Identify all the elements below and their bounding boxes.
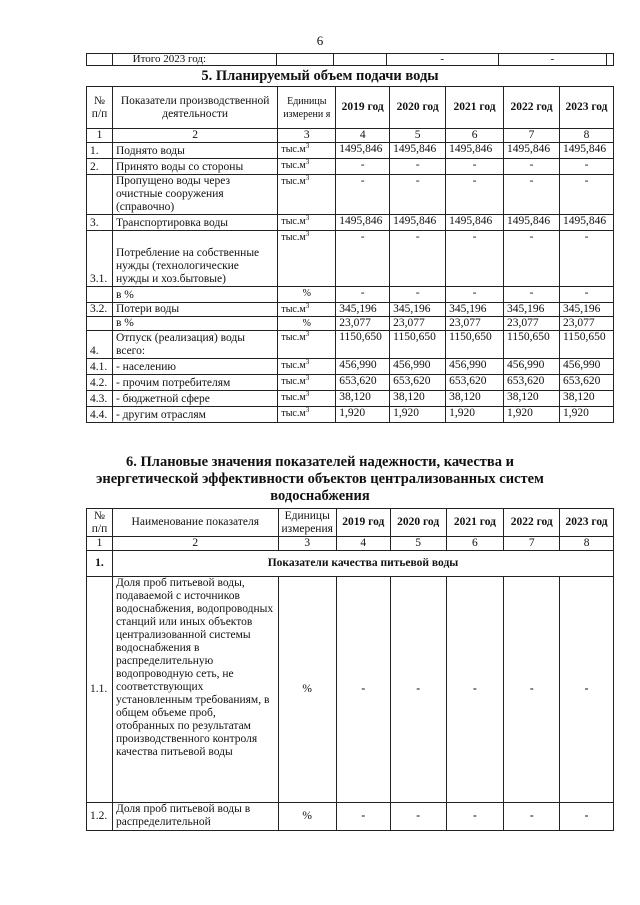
row-name: Пропущено воды через очистные сооружения (справочно)	[112, 175, 277, 215]
row-value: 653,620	[559, 375, 613, 391]
row-value: -	[504, 159, 560, 175]
unit-superscript: 3	[305, 330, 310, 338]
row-value: 456,990	[559, 359, 613, 375]
row-value: 345,196	[504, 303, 560, 317]
row-value: -	[336, 175, 390, 215]
row-value: 1,920	[446, 407, 504, 423]
table-row	[87, 303, 614, 317]
row-unit: $тыс.м^3$	[278, 375, 336, 391]
row-unit: $тыс.м^3$	[278, 175, 336, 215]
row-value: -	[336, 577, 390, 803]
row-unit: %	[278, 577, 336, 803]
row-value: 1150,650	[390, 331, 446, 359]
header-year: 2023 год	[560, 509, 614, 537]
table-header-row	[87, 87, 614, 129]
row-value: 1495,846	[504, 143, 560, 159]
table-row	[87, 375, 614, 391]
row-value: 1,920	[336, 407, 390, 423]
table-body	[87, 143, 614, 423]
row-value: -	[504, 803, 560, 831]
group-row	[87, 551, 614, 577]
table-row	[87, 331, 614, 359]
row-num: 4.3.	[87, 391, 113, 407]
row-name: Потери воды	[112, 303, 277, 317]
total-row-label: Итого 2023 год:	[112, 54, 276, 66]
row-value: 23,077	[390, 317, 446, 331]
row-name: Поднято воды	[112, 143, 277, 159]
unit-superscript: 3	[305, 358, 310, 366]
row-num: 4.2.	[87, 375, 113, 391]
group-num: 1.	[87, 551, 113, 577]
table-header-row	[87, 509, 614, 537]
unit-superscript: 3	[305, 390, 310, 398]
row-value: 23,077	[559, 317, 613, 331]
header-year: 2022 год	[504, 87, 560, 129]
column-number-row: 1 2 3 4 5 6 7 8	[87, 537, 614, 551]
row-unit: %	[278, 803, 336, 831]
row-value: 1150,650	[559, 331, 613, 359]
row-unit: $тыс.м^3$	[278, 215, 336, 231]
row-value: 345,196	[336, 303, 390, 317]
row-unit: $тыс.м^3$	[278, 391, 336, 407]
unit-superscript: 3	[305, 158, 310, 166]
row-value: -	[446, 803, 504, 831]
row-value: -	[336, 231, 390, 287]
row-value: -	[446, 175, 504, 215]
row-name: - другим отраслям	[112, 407, 277, 423]
row-unit: $тыс.м^3$	[278, 143, 336, 159]
row-value: 345,196	[559, 303, 613, 317]
row-value: -	[390, 577, 446, 803]
row-value: 345,196	[390, 303, 446, 317]
unit-superscript: 3	[305, 374, 310, 382]
row-name: - населению	[112, 359, 277, 375]
total-row-table	[86, 53, 614, 66]
row-value: 23,077	[446, 317, 504, 331]
row-name: Доля проб питьевой воды, подаваемой с источников водоснабжения, водопроводных станций или иных объектов централизованной системы водоснабжения в распределительную водопроводную сеть, не соответствующих установленным требованиям, в общем объеме проб, отобранных по результатам производственного контроля качества питьевой воды	[112, 577, 278, 803]
row-value: -	[504, 287, 560, 303]
row-value: -	[504, 175, 560, 215]
row-name: Доля проб питьевой воды в распределительной	[112, 803, 278, 831]
row-value: -	[390, 231, 446, 287]
row-value: -	[390, 159, 446, 175]
unit-superscript: 3	[305, 406, 310, 414]
row-name: Отпуск (реализация) воды всего:	[112, 331, 277, 359]
row-unit: $тыс.м^3$	[278, 407, 336, 423]
row-value: -	[504, 231, 560, 287]
row-value: 1495,846	[446, 215, 504, 231]
row-value: 1495,846	[504, 215, 560, 231]
row-value: -	[560, 577, 614, 803]
unit-superscript: 3	[305, 230, 310, 238]
row-value: 1495,846	[336, 143, 390, 159]
table-row	[87, 577, 614, 803]
row-value: 653,620	[446, 375, 504, 391]
header-unit: Единицы измерения	[278, 509, 336, 537]
row-unit: %	[278, 317, 336, 331]
table-row	[87, 803, 614, 831]
row-name: - прочим потребителям	[112, 375, 277, 391]
row-value: -	[559, 231, 613, 287]
group-title: Показатели качества питьевой воды	[112, 551, 613, 577]
row-value: -	[336, 159, 390, 175]
row-value: 1495,846	[336, 215, 390, 231]
row-value: -	[560, 803, 614, 831]
row-value: -	[390, 175, 446, 215]
header-name: Наименование показателя	[112, 509, 278, 537]
table-row	[87, 159, 614, 175]
row-num: 1.	[87, 143, 113, 159]
unit-superscript: 3	[305, 142, 310, 150]
row-value: 653,620	[504, 375, 560, 391]
row-unit: $тыс.м^3$	[278, 331, 336, 359]
header-year: 2020 год	[390, 87, 446, 129]
row-name: Транспортировка воды	[112, 215, 277, 231]
table-row	[87, 317, 614, 331]
indicators-table	[86, 508, 614, 831]
row-value: 1495,846	[559, 143, 613, 159]
row-value: 1150,650	[336, 331, 390, 359]
row-num: 4.	[87, 331, 113, 359]
row-value: -	[446, 231, 504, 287]
row-value: 653,620	[390, 375, 446, 391]
total-row	[87, 54, 614, 66]
row-num: 4.4.	[87, 407, 113, 423]
row-num: 1.2.	[87, 803, 113, 831]
header-year: 2021 год	[446, 509, 504, 537]
row-num: 3.2.	[87, 303, 113, 317]
row-unit: $тыс.м^3$	[278, 159, 336, 175]
section-6-title: 6. Плановые значения показателей надежности, качества и энергетической эффективности объектов централизованных систем водоснабжения	[96, 454, 544, 504]
row-value: 1,920	[390, 407, 446, 423]
row-value: -	[446, 287, 504, 303]
row-num: 2.	[87, 159, 113, 175]
unit-superscript: 3	[305, 302, 310, 310]
header-year: 2020 год	[390, 509, 446, 537]
row-num: 3.	[87, 215, 113, 231]
row-value: 345,196	[446, 303, 504, 317]
row-value: 1,920	[504, 407, 560, 423]
header-num: № п/п	[87, 87, 113, 129]
row-value: -	[446, 159, 504, 175]
row-value: 38,120	[390, 391, 446, 407]
row-value: 456,990	[390, 359, 446, 375]
row-value: 23,077	[336, 317, 390, 331]
row-value: 23,077	[504, 317, 560, 331]
row-value: 38,120	[504, 391, 560, 407]
total-row-value-1: -	[386, 54, 498, 66]
row-num	[87, 175, 113, 215]
row-name: в %	[112, 317, 277, 331]
column-number-row: 1 2 3 4 5 6 7 8	[87, 129, 614, 143]
row-name: Принято воды со стороны	[112, 159, 277, 175]
row-value: 1,920	[559, 407, 613, 423]
row-name: в %	[112, 287, 277, 303]
table-row	[87, 391, 614, 407]
row-name: - бюджетной сфере	[112, 391, 277, 407]
row-value: -	[559, 287, 613, 303]
table-row	[87, 359, 614, 375]
row-num: 1.1.	[87, 577, 113, 803]
table-body	[87, 577, 614, 831]
header-year: 2021 год	[446, 87, 504, 129]
row-value: 1495,846	[446, 143, 504, 159]
row-value: 456,990	[446, 359, 504, 375]
header-year: 2022 год	[504, 509, 560, 537]
row-value: 1495,846	[390, 143, 446, 159]
row-value: -	[559, 175, 613, 215]
row-unit: %	[278, 287, 336, 303]
row-unit: $тыс.м^3$	[278, 231, 336, 287]
row-value: -	[336, 803, 390, 831]
row-value: 38,120	[336, 391, 390, 407]
row-value: -	[336, 287, 390, 303]
page-number: 6	[316, 33, 324, 48]
row-unit: $тыс.м^3$	[278, 359, 336, 375]
row-num: 3.1.	[87, 231, 113, 287]
header-year: 2023 год	[559, 87, 613, 129]
row-value: -	[446, 577, 504, 803]
section-5-title: 5. Планируемый объем подачи воды	[201, 68, 439, 84]
header-num: № п/п	[87, 509, 113, 537]
unit-superscript: 3	[305, 214, 310, 222]
row-value: 1150,650	[446, 331, 504, 359]
row-value: 456,990	[504, 359, 560, 375]
row-value: 38,120	[446, 391, 504, 407]
row-value: 1495,846	[559, 215, 613, 231]
row-num	[87, 317, 113, 331]
row-value: -	[390, 287, 446, 303]
row-name: Потребление на собственные нужды (технологические нужды и хоз.бытовые)	[112, 231, 277, 287]
row-value: -	[504, 577, 560, 803]
row-value: -	[390, 803, 446, 831]
table-row	[87, 175, 614, 215]
table-row	[87, 215, 614, 231]
table-row	[87, 287, 614, 303]
total-row-value-2: -	[498, 54, 606, 66]
row-value: 1150,650	[504, 331, 560, 359]
header-unit: Единицы измерени я	[278, 87, 336, 129]
row-num	[87, 287, 113, 303]
row-value: 1495,846	[390, 215, 446, 231]
row-value: 38,120	[559, 391, 613, 407]
table-row	[87, 407, 614, 423]
header-name: Показатели производственной деятельности	[112, 87, 277, 129]
row-num: 4.1.	[87, 359, 113, 375]
row-value: 653,620	[336, 375, 390, 391]
row-value: -	[559, 159, 613, 175]
unit-superscript: 3	[305, 174, 310, 182]
table-row	[87, 143, 614, 159]
row-unit: $тыс.м^3$	[278, 303, 336, 317]
planned-water-supply-table	[86, 86, 614, 423]
header-year: 2019 год	[336, 87, 390, 129]
header-year: 2019 год	[336, 509, 390, 537]
row-value: 456,990	[336, 359, 390, 375]
table-row	[87, 231, 614, 287]
